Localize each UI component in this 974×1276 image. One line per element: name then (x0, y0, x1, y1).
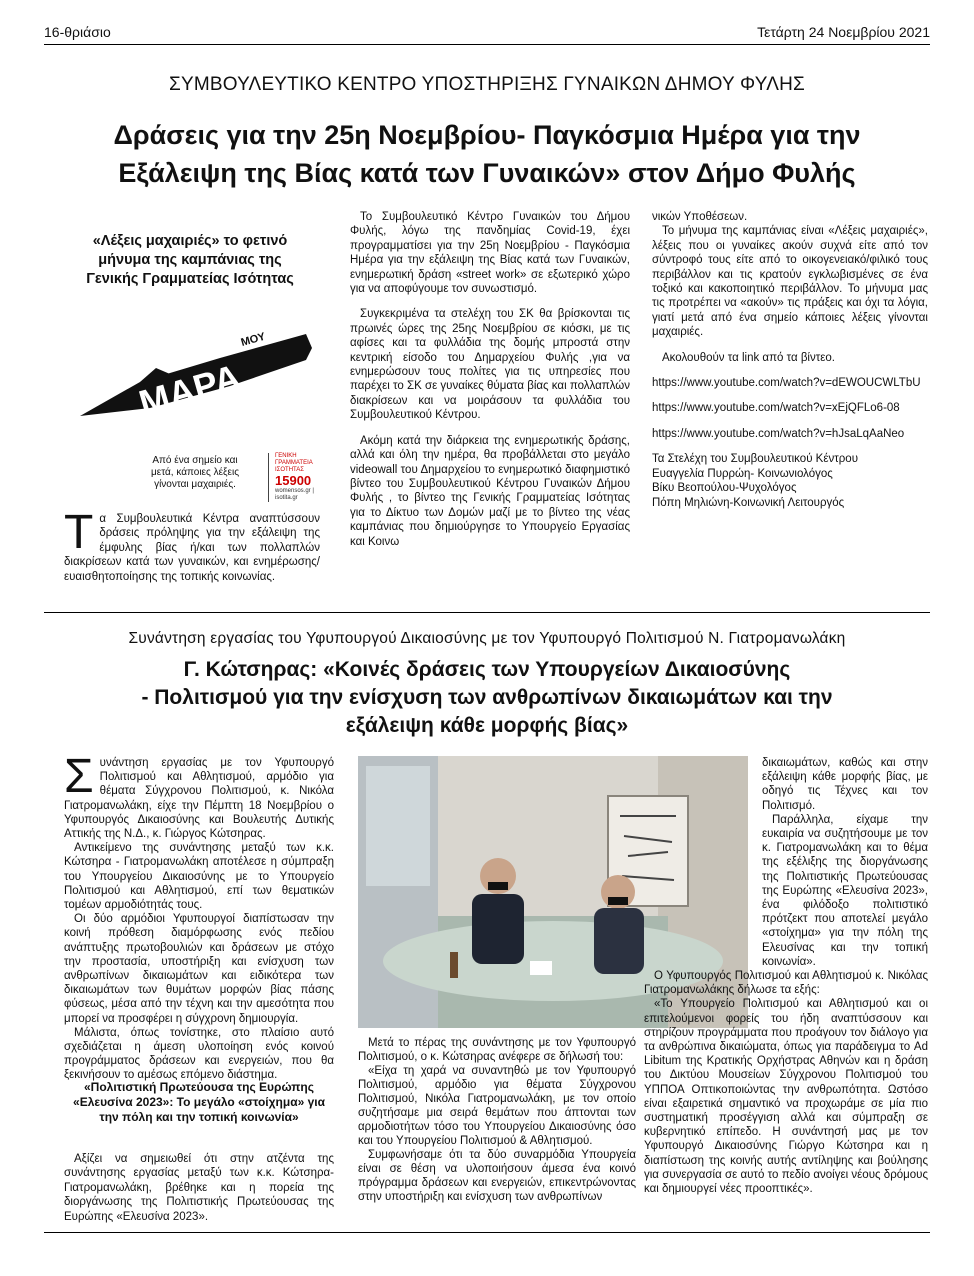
article2-column-1 (64, 750, 334, 1094)
article-paragraph: Αξίζει να σημειωθεί ότι στην ατζέντα της συνάντησης εργασίας μεταξύ των κ.κ. Κώτσηρα-Γιατρομανωλάκη, βρέθηκε και η πορεία της διοργάνωσης της Πολιτιστικής Πρωτεύουσας της Ευρώπης «Ελευσίνα 2023». (64, 1153, 334, 1223)
subhead-line: την πόλη και την τοπική κοινωνία» (99, 1110, 299, 1124)
article2-kicker: Συνάντηση εργασίας του Υφυπουργού Δικαιοσύνης με τον Υφυπουργό Πολιτισμού Ν. Γιατρομανωλάκη (128, 630, 846, 647)
article2-headline-line: Γ. Κώτσηρας: «Κοινές δράσεις των Υπουργείων Δικαιοσύνης (183, 658, 791, 681)
article1-column-2 (350, 210, 630, 560)
signature-line: Βίκυ Βεοπούλου-Ψυχολόγος (652, 482, 797, 495)
article-paragraph: Οι δύο αρμόδιοι Υφυπουργοί διαπίστωσαν την κοινή πρόθεση διαμόρφωσης ενός πεδίου ανάπτυξης πρωτοβουλιών και δράσεων με στόχο την προστασία, υποστήριξη και ενίσχυση των ανθρωπίνων δικαιωμάτων και ειδικότερα των δικαιωμάτων των θυμάτων μορφών βίας πάσης φύσεως, μέσα από την τέχνη και την αμεσότητα που μπορεί να προσφέρει η σύγχρονη δημιουργία. (64, 913, 334, 1025)
org-name-line: ΙΣΟΤΗΤΑΣ (275, 467, 304, 473)
article2-column-2 (358, 1036, 636, 1215)
article-paragraph: δικαιωμάτων, καθώς και στην εξάλειψη κάθε μορφής βίας, με οδηγό τις Τέχνες και τον Πολιτισμό. (762, 757, 928, 812)
article2-subhead (64, 1080, 334, 1125)
org-name-line: ΓΕΝΙΚΗ ΓΡΑΜΜΑΤΕΙΑ (275, 453, 313, 466)
article1-headline-line: Εξάλειψη της Βίας κατά των Γυναικών» στον Δήμο Φυλής (118, 158, 856, 188)
signature-line: Ευαγγελία Πυρρώη- Κοινωνιολόγος (652, 467, 833, 480)
issue-date: Τετάρτη 24 Νοεμβρίου 2021 (757, 24, 930, 40)
campaign-headline (48, 232, 332, 289)
article-paragraph: νικών Υποθέσεων. (652, 211, 748, 223)
knife-logo-graphic (70, 312, 320, 430)
article1-headline (44, 116, 930, 192)
section-divider (44, 612, 930, 613)
bottom-divider (44, 1232, 930, 1233)
article-paragraph: Το Συμβουλευτικό Κέντρο Γυναικών του Δήμου Φυλής, λόγω της πανδημίας Covid-19, έχει προγραμματίσει για την 25η Νοεμβρίου - Παγκόσμια Ημέρα για την εξάλειψη της Βίας κατά των Γυναικών, ενημερωτική δράση «street work» σε εξωτερικό χώρο για να αποφύγουμε τον συνωστισμό. (350, 211, 630, 296)
page-label: 16-θριάσιο (44, 24, 111, 40)
page-header (44, 22, 930, 45)
article2-headline-line: - Πολιτισμού για την ενίσχυση των ανθρωπίνων δικαιωμάτων και την (141, 686, 833, 709)
campaign-headline-line: μήνυμα της καμπάνιας της (98, 252, 282, 268)
knife-campaign-logo (70, 312, 320, 430)
article2-headline-line: εξάλειψη κάθε μορφής βίας» (345, 714, 629, 737)
dropcap: Τ (64, 506, 94, 559)
signature-line: Πόπη Μηλιώνη-Κοινωνική Λειτουργός (652, 496, 845, 509)
signature (652, 452, 928, 510)
article-paragraph: «Είχα τη χαρά να συναντηθώ με τον Υφυπουργό Πολιτισμού, αρμόδιο για θέματα Σύγχρονου Πολιτισμού, Νικόλα Γιατρομανωλάκη, με τον οποίο συζητήσαμε μια σειρά θεμάτων που άπτονται των αρμοδιοτήτων τόσο του Υπουργείου Δικαιοσύνης όσο και του Υπουργείου Πολιτισμού & Αθλητισμού. (358, 1065, 636, 1147)
hotline-badge (268, 453, 327, 502)
hotline-number: 15900 (275, 473, 312, 488)
logo-caption-line: μετά, κάποιες λέξεις (150, 467, 240, 478)
subhead-line: «Πολιτιστική Πρωτεύουσα της Ευρώπης (83, 1080, 314, 1094)
article-paragraph: Ο Υφυπουργός Πολιτισμού και Αθλητισμού κ. Νικόλας Γιατρομανωλάκης δήλωσε τα εξής: (644, 970, 928, 997)
hotline-web: womensos.gr | isotita.gr (275, 488, 314, 501)
campaign-headline-line: Γενικής Γραμματείας Ισότητας (86, 271, 294, 287)
subhead-line: «Ελευσίνα 2023»: Το μεγάλο «στοίχημα» για (73, 1095, 325, 1109)
article2-column-3 (644, 756, 928, 1207)
article2-column-1-after (64, 1152, 334, 1235)
article-paragraph: Ακόμη κατά την διάρκεια της ενημερωτικής δράσης, αλλά και όλη την ημέρα, θα προβάλλεται στο μεγάλο videowall του Δημαρχείου το ενημερωτικό διαφημιστικό βίντεο του Συμβουλευτικού Κέντρου Γυναικών Δήμου Φυλής , το βίντεο της Γενικής Γραμματείας Ισότητας για το Δίκτυο των Δομών μαζί με το βίντεο της νέας καμπάνιας που δημιούργησε το Υπουργείο Εργασίας και Κοινω (350, 434, 630, 548)
video-link[interactable]: https://www.youtube.com/watch?v=xEjQFLo6-08 (652, 402, 900, 415)
article1-intro (64, 506, 320, 595)
article-paragraph: Το μήνυμα της καμπάνιας είναι «Λέξεις μαχαιριές», λέξεις που οι γυναίκες ακούν συχνά είτε από τον σύντροφό τους είτε από το οικογενειακό/φιλικό τους περιβάλλον και τις κρατούν εγκλωβισμένες σε ένα τοξικό και κακοποιητικό περιβάλλον. Το μήνυμα μας τις προτρέπει να «ακούν» τις πράξεις και όχι τα λόγια, γιατί μετά από ένα σημείο κάποιες λέξεις γίνονται μαχαιριές. (652, 225, 928, 339)
logo-caption-line: Από ένα σημείο και (152, 455, 238, 466)
logo-word: ΜΑΡΑ (134, 355, 246, 424)
article-paragraph: Μάλιστα, όπως τονίστηκε, στο πλαίσιο αυτό σχεδιάζεται η άμεση υλοποίηση ενός κοινού προγράμματος δράσεων και ενεργειών, που θα ξεκινήσουν το αμέσως επόμενο διάστημα. (64, 1026, 334, 1082)
article-paragraph: Συμφωνήσαμε ότι τα δύο συναρμόδια Υπουργεία είναι σε θέση να υλοποιήσουν άμεσα ένα κοινό πρόγραμμα δράσεων και ενεργειών, επικεντρώνοντας στην υποστήριξη και ενίσχυση των ανθρωπίνων (358, 1149, 636, 1203)
article-paragraph: «Το Υπουργείο Πολιτισμού και Αθλητισμού και οι επιτελούμενοι φορείς του ήδη αναπτύσσουν και στηρίζουν προγράμματα που προάγουν τον διάλογο για τα ανθρώπινα δικαιώματα, όπως για παράδειγμα το Ad Libitum της Κρατικής Ορχήστρας Αθηνών και η δράση του Δικτύου Μουσείων Σύγχρονου Πολιτισμού του ΥΠΠΟΑ Οπτικοποιώντας την ανθρωπότητα. Ωστόσο είναι εξαιρετικά σημαντικό να προχωράμε σε μία πιο συστηματική προσέγγιση αλλά και σύμπραξη σε κυβερνητικό επίπεδο. Η συνάντησή μας με τον Υφυπουργό Δικαιοσύνης Γιώργο Κώτσηρα και η διαπίστωση της κοινής αυτής αντίληψης και βούλησης για συνεργασία σε αυτό το πεδίο ανοίγει νέους δρόμους και δημιουργεί νέες προοπτικές». (644, 998, 928, 1196)
dropcap: Σ (64, 750, 94, 803)
article-paragraph: Παράλληλα, είχαμε την ευκαιρία να συζητήσουμε με τον κ. Γιατρομανωλάκη και το θέμα της εξέλιξης της διοργάνωσης της Πολιτιστικής Πρωτεύουσας της Ευρώπης «Ελευσίνα 2023», ένα φιλόδοξο πολιτιστικό πρότζεκτ που αποτελεί μεγάλο «στοίχημα» για την πόλη της Ελευσίνας και την τοπική κοινωνία». (762, 813, 928, 968)
campaign-headline-line: «Λέξεις μαχαιριές» το φετινό (92, 233, 288, 249)
article1-column-3 (652, 210, 928, 521)
signature-line: Τα Στελέχη του Συμβουλευτικού Κέντρου (652, 453, 858, 466)
logo-caption-line: γίνονται μαχαιριές. (154, 479, 236, 490)
video-link[interactable]: https://www.youtube.com/watch?v=hJsaLqAaNeo (652, 427, 905, 440)
article-paragraph: Συγκεκριμένα τα στελέχη του ΣΚ θα βρίσκονται τις πρωινές ώρες της 25ης Νοεμβρίου σε κιόσκι, με τις αφίσες και τα φυλλάδια της δομής μπροστά στην κεντρική είσοδο του Δημαρχείου Φυλής ,για να ενημερώσουν τους πολίτες για τις υπηρεσίες που παρέχει το ΣΚ σε γυναίκες θύματα βίας και πολλαπλών διακρίσεων και να μοιράσουν τα φυλλάδια του Συμβουλευτικού Κέντρου. (350, 308, 630, 422)
intro-paragraph: α Συμβουλευτικά Κέντρα αναπτύσσουν δράσεις πρόληψης για την εξάλειψη της έμφυλης βίας ή/και των πολλαπλών διακρίσεων κατά των γυναικών, και ενημέρωσης/ευαισθητοποίησης της τοπικής κοινωνίας. (64, 513, 320, 583)
article2-headline (44, 656, 930, 740)
video-link[interactable]: https://www.youtube.com/watch?v=dEWOUCWLTbU (652, 377, 921, 390)
article1-kicker: ΣΥΜΒΟΥΛΕΥΤΙΚΟ ΚΕΝΤΡΟ ΥΠΟΣΤΗΡΙΞΗΣ ΓΥΝΑΙΚΩΝ ΔΗΜΟΥ ΦΥΛΗΣ (169, 74, 805, 95)
article-paragraph: Αντικείμενο της συνάντησης μεταξύ των κ.κ. Κώτσηρα - Γιατρομανωλάκη αποτέλεσε η σύμπραξη του Υπουργείου Δικαιοσύνης με το Υπουργείο Πολιτισμού και Αθλητισμού, επί των θεματικών τομέων αρμοδιότητάς τους. (64, 842, 334, 912)
logo-suffix: ΜΟΥ (239, 330, 267, 350)
article-paragraph: Μετά το πέρας της συνάντησης με τον Υφυπουργό Πολιτισμού, ο κ. Κώτσηρας ανέφερε σε δήλωσή του: (358, 1037, 636, 1063)
article1-headline-line: Δράσεις για την 25η Νοεμβρίου- Παγκόσμια Ημέρα για την (113, 120, 861, 150)
article-paragraph: Ακολουθούν τα link από τα βίντεο. (662, 351, 835, 364)
logo-caption (130, 455, 260, 491)
article-paragraph: υνάντηση εργασίας με τον Υφυπουργό Πολιτισμού και Αθλητισμού, αρμόδιο για θέματα Σύγχρονου Πολιτισμού, κ. Νικόλα Γιατρομανωλάκη, είχε την Πέμπτη 18 Νοεμβρίου ο Υφυπουργός Δικαιοσύνης και Βουλευτής Δυτικής Αττικής της Ν.Δ., κ. Γιώργος Κώτσηρας. (64, 757, 334, 841)
